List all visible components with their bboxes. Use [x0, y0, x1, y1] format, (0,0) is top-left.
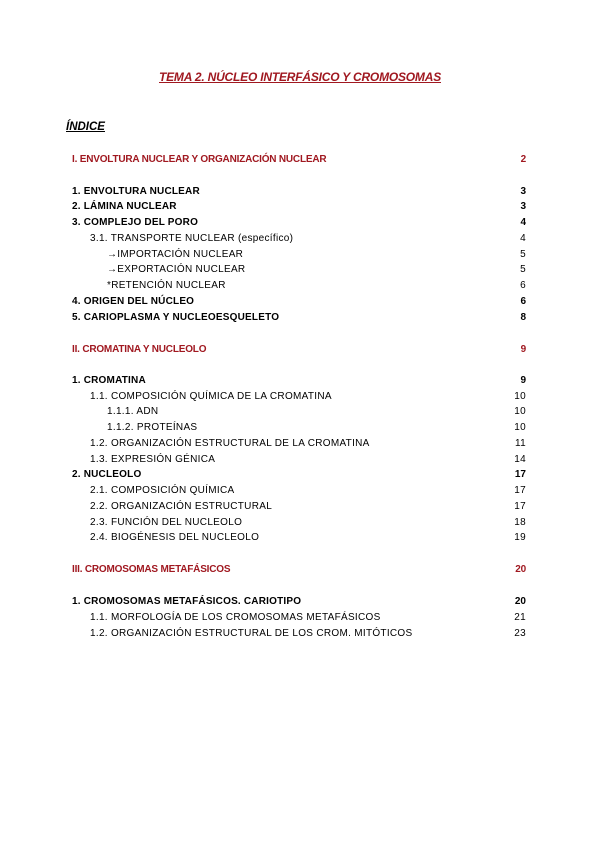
toc-row[interactable] [0, 215, 600, 230]
index-heading: ÍNDICE [66, 121, 105, 133]
toc-page: 20 [515, 564, 526, 575]
toc-page: 5 [520, 264, 526, 275]
toc-label: 1.1. COMPOSICIÓN QUÍMICA DE LA CROMATINA [90, 391, 332, 402]
toc-page: 4 [520, 217, 526, 228]
toc-page: 4 [520, 233, 526, 244]
toc-page: 9 [520, 344, 526, 355]
toc-page: 17 [514, 485, 526, 496]
toc-row[interactable] [0, 562, 600, 577]
toc-row[interactable] [0, 530, 600, 545]
toc-label: 1.3. EXPRESIÓN GÉNICA [90, 454, 216, 465]
toc-page: 6 [520, 280, 526, 291]
toc-label: 2.2. ORGANIZACIÓN ESTRUCTURAL [90, 501, 273, 512]
toc-label: 1.1.2. PROTEÍNAS [107, 422, 198, 433]
toc-row[interactable] [0, 262, 600, 277]
toc-label: 1. CROMOSOMAS METAFÁSICOS. CARIOTIPO [72, 596, 302, 607]
toc-row[interactable] [0, 199, 600, 214]
toc-row[interactable] [0, 294, 600, 309]
toc-row[interactable] [0, 342, 600, 357]
toc-row[interactable] [0, 436, 600, 451]
toc-row[interactable] [0, 404, 600, 419]
toc-row[interactable] [0, 452, 600, 467]
toc-page: 17 [514, 469, 526, 480]
toc-page: 3 [520, 186, 526, 197]
toc-label: 2. NUCLEOLO [72, 469, 142, 480]
toc-row[interactable] [0, 152, 600, 167]
toc-page: 5 [520, 249, 526, 260]
toc-row[interactable] [0, 184, 600, 199]
toc-label: 1.1. MORFOLOGÍA DE LOS CROMOSOMAS METAFÁSICOS [90, 612, 381, 623]
toc-page: 6 [520, 296, 526, 307]
toc-page: 11 [515, 438, 526, 449]
toc-row[interactable] [0, 420, 600, 435]
toc-page: 8 [520, 312, 526, 323]
toc-page: 9 [520, 375, 526, 386]
toc-page: 18 [514, 517, 526, 528]
toc-label: 3.1. TRANSPORTE NUCLEAR (específico) [90, 233, 294, 244]
page-title: TEMA 2. NÚCLEO INTERFÁSICO Y CROMOSOMAS [159, 70, 441, 84]
toc-page: 23 [514, 628, 526, 639]
toc-label: 2. LÁMINA NUCLEAR [72, 201, 177, 212]
toc-row[interactable] [0, 483, 600, 498]
toc-page: 2 [520, 154, 526, 165]
toc-row[interactable] [0, 515, 600, 530]
toc-row[interactable] [0, 610, 600, 625]
toc-label: 5. CARIOPLASMA Y NUCLEOESQUELETO [72, 312, 280, 323]
toc-row[interactable] [0, 373, 600, 388]
toc-row[interactable] [0, 231, 600, 246]
toc-page: 17 [514, 501, 526, 512]
toc-page: 10 [514, 406, 526, 417]
toc-label: 2.3. FUNCIÓN DEL NUCLEOLO [90, 517, 243, 528]
toc-label: →EXPORTACIÓN NUCLEAR [107, 264, 246, 275]
toc-page: 10 [514, 391, 526, 402]
toc-page: 20 [514, 596, 526, 607]
toc-page: 14 [514, 454, 526, 465]
toc-label: 1.1.1. ADN [107, 406, 159, 417]
toc-label: 4. ORIGEN DEL NÚCLEO [72, 296, 195, 307]
toc-row[interactable] [0, 467, 600, 482]
toc-label: II. CROMATINA Y NUCLEOLO [72, 344, 207, 355]
toc-label: →IMPORTACIÓN NUCLEAR [107, 249, 244, 260]
toc-page: 21 [514, 612, 526, 623]
toc-label: 1.2. ORGANIZACIÓN ESTRUCTURAL DE LOS CROM. MITÓTICOS [90, 628, 413, 639]
toc-row[interactable] [0, 594, 600, 609]
toc-label: *RETENCIÓN NUCLEAR [107, 280, 226, 291]
toc-label: III. CROMOSOMAS METAFÁSICOS [72, 564, 231, 575]
toc-page: 19 [514, 532, 526, 543]
toc-row[interactable] [0, 278, 600, 293]
toc-row[interactable] [0, 389, 600, 404]
toc-label: I. ENVOLTURA NUCLEAR Y ORGANIZACIÓN NUCLEAR [72, 154, 327, 165]
toc-label: 2.1. COMPOSICIÓN QUÍMICA [90, 485, 235, 496]
toc-label: 1. ENVOLTURA NUCLEAR [72, 186, 200, 197]
toc-label: 1. CROMATINA [72, 375, 146, 386]
toc-label: 3. COMPLEJO DEL PORO [72, 217, 199, 228]
toc-row[interactable] [0, 310, 600, 325]
toc-label: 1.2. ORGANIZACIÓN ESTRUCTURAL DE LA CROMATINA [90, 438, 370, 449]
toc-label: 2.4. BIOGÉNESIS DEL NUCLEOLO [90, 532, 260, 543]
toc-page: 10 [514, 422, 526, 433]
toc-row[interactable] [0, 499, 600, 514]
toc-page: 3 [520, 201, 526, 212]
toc-row[interactable] [0, 626, 600, 641]
toc-row[interactable] [0, 247, 600, 262]
